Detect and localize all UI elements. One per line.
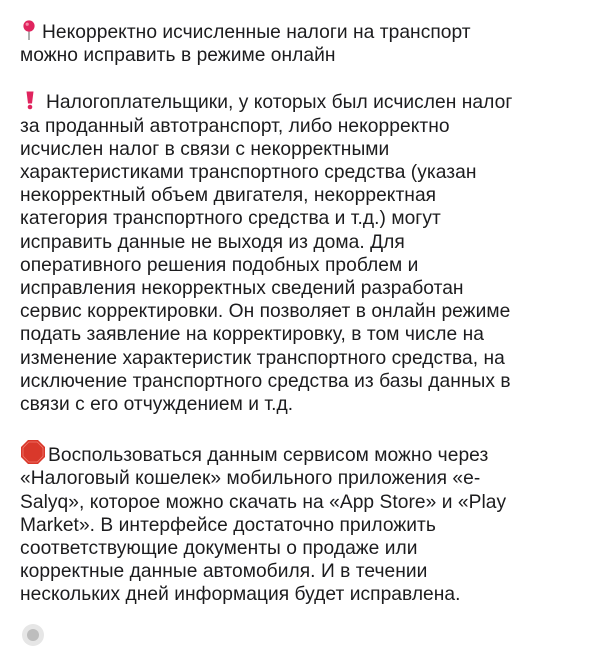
paragraph-instructions [20, 439, 586, 606]
line: нескольких дней информация будет исправлена. [20, 584, 461, 606]
line: связи с его отчуждением и т.д. [20, 394, 294, 416]
line: «Налоговый кошелек» мобильного приложения «e- [20, 468, 481, 490]
line: категория транспортного средства и т.д.) могут [20, 208, 441, 230]
line: исключение транспортного средства из базы данных в [20, 370, 511, 392]
line: соответствующие документы о продаже или [20, 538, 418, 560]
round-pushpin-icon [22, 20, 36, 40]
paragraph-details [20, 90, 586, 416]
line: можно исправить в режиме онлайн [20, 45, 336, 67]
line: исправления некорректных сведений разработан [20, 278, 464, 300]
post-body [20, 20, 586, 630]
line: Market». В интерфейсе достаточно приложить [20, 514, 436, 536]
line: оперативного решения подобных проблем и [20, 254, 419, 276]
line: Salyq», которое можно скачать на «App Store» и «Play [20, 491, 507, 513]
line: Некорректно исчисленные налоги на транспорт [20, 20, 586, 44]
line: корректные данные автомобиля. И в течении [20, 561, 428, 583]
line: исчислен налог в связи с некорректными [20, 138, 390, 160]
paragraph-headline [20, 20, 586, 67]
stop-sign-icon [20, 439, 46, 465]
red-exclamation-icon [24, 90, 36, 110]
line: сервис корректировки. Он позволяет в онлайн режиме [20, 301, 511, 323]
partially-visible-emoji-icon [20, 622, 46, 648]
line: изменение характеристик транспортного средства, на [20, 347, 505, 369]
line: Налогоплательщики, у которых был исчислен налог [20, 90, 586, 114]
line: характеристиками транспортного средства (указан [20, 162, 477, 184]
line: подать заявление на корректировку, в том числе на [20, 324, 484, 346]
line: Воспользоваться данным сервисом можно через [20, 439, 586, 467]
line: некорректный объем двигателя, некорректная [20, 185, 437, 207]
line: за проданный автотранспорт, либо некорректно [20, 115, 450, 137]
line: исправить данные не выходя из дома. Для [20, 231, 405, 253]
